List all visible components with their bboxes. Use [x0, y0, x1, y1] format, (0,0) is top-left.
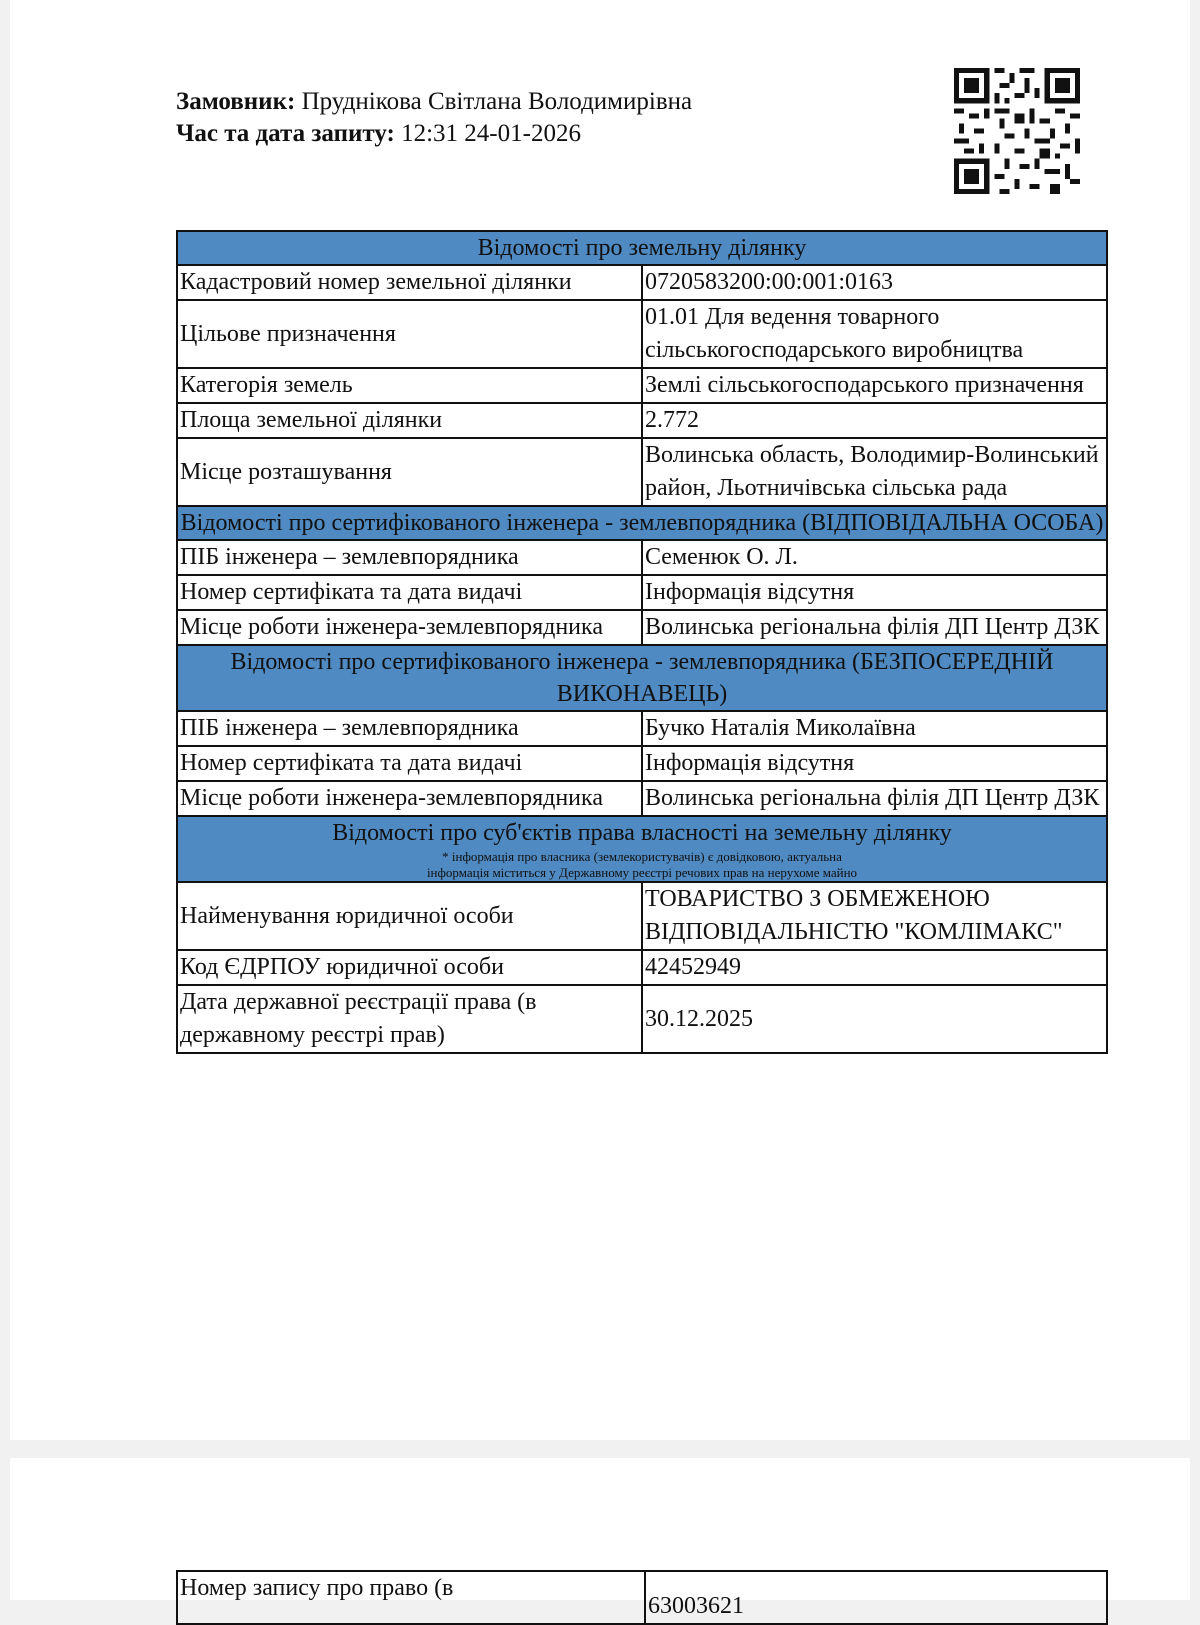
request-header: [176, 86, 692, 150]
qr-code-icon: [954, 68, 1080, 194]
row-label: ПІБ інженера – землевпорядника: [177, 711, 642, 746]
datetime-label: Час та дата запиту:: [176, 120, 395, 147]
table-row: [177, 610, 1107, 645]
row-label: Кадастровий номер земельної ділянки: [177, 265, 642, 300]
row-value: 42452949: [642, 950, 1107, 985]
table-row: [177, 438, 1107, 506]
datetime-value: 12:31 24-01-2026: [401, 120, 581, 147]
section-header-owners: [177, 816, 1107, 882]
table-row: [177, 882, 1107, 950]
section-title: Відомості про сертифікованого інженера - землевпорядника (БЕЗПОСЕРЕДНІЙ ВИКОНАВЕЦЬ): [177, 645, 1107, 711]
datetime-line: [176, 118, 692, 150]
row-label: Місце розташування: [177, 438, 642, 506]
section-note-line: * інформація про власника (землекористувачів) є довідковою, актуальна: [442, 849, 842, 864]
table-row: [177, 746, 1107, 781]
row-value: ТОВАРИСТВО З ОБМЕЖЕНОЮ ВІДПОВІДАЛЬНІСТЮ "КОМЛІМАКС": [642, 882, 1107, 950]
section-header-engineer-executor: [177, 645, 1107, 711]
customer-line: [176, 86, 692, 118]
table-row: [177, 540, 1107, 575]
table-row: [177, 265, 1107, 300]
table-row: [177, 575, 1107, 610]
row-value: Інформація відсутня: [642, 575, 1107, 610]
row-value: 30.12.2025: [642, 985, 1107, 1053]
table-row: [177, 403, 1107, 438]
table-row: [177, 985, 1107, 1053]
table-row: [177, 368, 1107, 403]
row-label: ПІБ інженера – землевпорядника: [177, 540, 642, 575]
section-note-line: інформація міститься у Державному реєстрі речових прав на нерухоме майно: [426, 865, 858, 880]
document-page-1: [10, 0, 1190, 1440]
row-value: Волинська область, Володимир-Волинський район, Льотничівська сільська рада: [642, 438, 1107, 506]
row-value: Семенюк О. Л.: [642, 540, 1107, 575]
row-label: Площа земельної ділянки: [177, 403, 642, 438]
row-label: Код ЄДРПОУ юридичної особи: [177, 950, 642, 985]
section-title: Відомості про суб'єктів права власності на земельну ділянку: [332, 820, 952, 846]
row-label: Категорія земель: [177, 368, 642, 403]
customer-label: Замовник:: [176, 88, 296, 115]
row-value: Бучко Наталія Миколаївна: [642, 711, 1107, 746]
rights-record-table: [176, 1570, 1108, 1625]
owners-section-cell: [177, 816, 1107, 882]
row-value: 63003621: [645, 1571, 1107, 1624]
table-row: [177, 1571, 1107, 1624]
row-value: Землі сільськогосподарського призначення: [642, 368, 1107, 403]
row-label: Дата державної реєстрації права (в державному реєстрі прав): [177, 985, 642, 1053]
section-title: Відомості про сертифікованого інженера - землевпорядника (ВІДПОВІДАЛЬНА ОСОБА): [177, 506, 1107, 540]
row-value: Волинська регіональна філія ДП Центр ДЗК: [642, 781, 1107, 816]
row-value: 01.01 Для ведення товарного сільськогосподарського виробництва: [642, 300, 1107, 368]
row-label: Номер запису про право (в: [177, 1571, 645, 1624]
table-row: [177, 781, 1107, 816]
table-row: [177, 950, 1107, 985]
section-note: [180, 849, 1104, 881]
land-info-table: [176, 230, 1108, 1054]
row-value: Інформація відсутня: [642, 746, 1107, 781]
row-value: Волинська регіональна філія ДП Центр ДЗК: [642, 610, 1107, 645]
customer-name: Пруднікова Світлана Володимирівна: [301, 88, 693, 115]
section-header-land: [177, 231, 1107, 265]
row-label: Місце роботи інженера-землевпорядника: [177, 781, 642, 816]
table-row: [177, 711, 1107, 746]
row-label: Цільове призначення: [177, 300, 642, 368]
row-label: Номер сертифіката та дата видачі: [177, 746, 642, 781]
row-value: 2.772: [642, 403, 1107, 438]
section-title: Відомості про земельну ділянку: [177, 231, 1107, 265]
row-label: Найменування юридичної особи: [177, 882, 642, 950]
row-value: 0720583200:00:001:0163: [642, 265, 1107, 300]
document-page-2: [10, 1458, 1190, 1619]
table-row: [177, 300, 1107, 368]
row-label: Номер сертифіката та дата видачі: [177, 575, 642, 610]
row-label: Місце роботи інженера-землевпорядника: [177, 610, 642, 645]
section-header-engineer-responsible: [177, 506, 1107, 540]
